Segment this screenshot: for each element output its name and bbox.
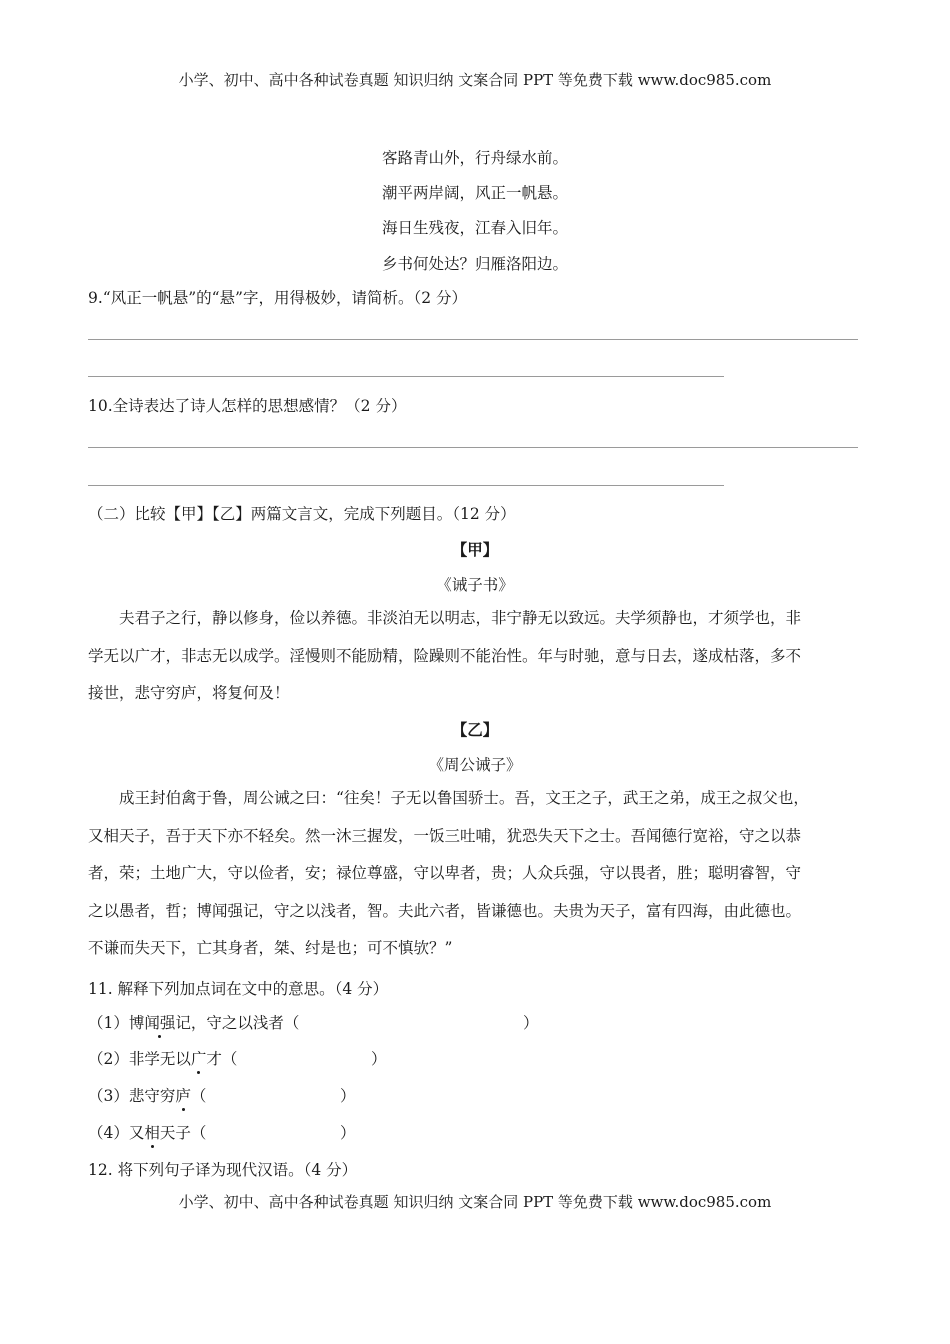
question-11: 11. 解释下列加点词在文中的意思。（4 分） xyxy=(88,980,389,998)
dotted-word: 博闻强记 xyxy=(129,1011,191,1033)
item-text: 悲守穷 xyxy=(128,1087,176,1105)
question-9: 9.“风正一帆悬”的“悬”字，用得极妙，请简析。（2 分） xyxy=(88,289,468,307)
page-header: 小学、初中、高中各种试卷真题 知识归纳 文案合同 PPT 等免费下载 www.doc985.com xyxy=(178,71,772,89)
passage-line: 学无以广才，非志无以成学。淫慢则不能励精，险躁则不能治性。年与时驰，意与日去，遂成枯落，多不 xyxy=(88,646,802,665)
poem-line: 客路青山外，行舟绿水前。 xyxy=(381,149,568,167)
item-text: （ xyxy=(190,1087,207,1105)
item-text: 天子（ xyxy=(159,1124,207,1142)
close-paren: ） xyxy=(340,1087,356,1105)
passage-jia xyxy=(88,600,866,713)
section-heading: （二）比较【甲】【乙】两篇文言文，完成下列题目。（12 分） xyxy=(88,505,516,523)
passage-yi xyxy=(88,780,866,968)
item-number: （3） xyxy=(88,1087,129,1105)
passage-title-jia: 《诫子书》 xyxy=(436,576,514,594)
answer-line xyxy=(88,339,858,340)
poem-line: 潮平两岸阔，风正一帆悬。 xyxy=(381,184,568,202)
answer-line xyxy=(88,485,724,486)
dotted-word: 广 xyxy=(191,1047,207,1069)
item-text: 非学无以 xyxy=(128,1050,191,1068)
passage-line: 夫君子之行，静以修身，俭以养德。非淡泊无以明志，非宁静无以致远。夫学须静也，才须学也，非 xyxy=(119,609,802,627)
q11-item-2 xyxy=(88,1047,237,1069)
passage-line: 不谦而失天下，亡其身者，桀、纣是也；可不慎欤？” xyxy=(88,939,453,957)
item-text: 才（ xyxy=(206,1050,238,1068)
passage-line: 者，荣；土地广大，守以俭者，安；禄位尊盛，守以卑者，贵；人众兵强，守以畏者，胜；聪明睿智，守 xyxy=(88,864,802,882)
item-number: （2） xyxy=(88,1050,129,1068)
dotted-word: 相 xyxy=(144,1121,160,1143)
passage-line: 又相天子，吾于天下亦不轻矣。然一沐三握发，一饭三吐哺，犹恐失天下之士。吾闻德行宽裕，守之以恭 xyxy=(88,826,802,845)
item-text: 又 xyxy=(128,1124,145,1142)
poem-line: 乡书何处达？归雁洛阳边。 xyxy=(381,255,568,273)
question-10: 10.全诗表达了诗人怎样的思想感情？（2 分） xyxy=(88,397,407,415)
close-paren: ） xyxy=(371,1050,387,1068)
close-paren: ） xyxy=(523,1014,539,1032)
answer-line xyxy=(88,376,724,377)
passage-line: 之以愚者，哲；博闻强记，守之以浅者，智。夫此六者，皆谦德也。夫贵为天子，富有四海，由此德也。 xyxy=(88,901,802,920)
q11-item-3 xyxy=(88,1084,206,1106)
item-text: ，守之以浅者（ xyxy=(190,1014,300,1032)
passage-label-jia: 【甲】 xyxy=(451,540,499,559)
passage-label-yi: 【乙】 xyxy=(451,720,499,739)
poem-line: 海日生残夜，江春入旧年。 xyxy=(381,219,568,237)
q11-item-4 xyxy=(88,1121,206,1143)
answer-line xyxy=(88,447,858,448)
page-footer: 小学、初中、高中各种试卷真题 知识归纳 文案合同 PPT 等免费下载 www.doc985.com xyxy=(178,1193,772,1211)
q11-item-1 xyxy=(88,1011,299,1033)
passage-line: 接世，悲守穷庐，将复何及！ xyxy=(88,684,290,702)
question-12: 12. 将下列句子译为现代汉语。（4 分） xyxy=(88,1161,358,1179)
close-paren: ） xyxy=(340,1124,356,1142)
passage-line: 成王封伯禽于鲁，周公诫之曰：“往矣！子无以鲁国骄士。吾，文王之子，武王之弟，成王之叔父也， xyxy=(119,789,809,807)
item-number: （4） xyxy=(88,1124,129,1142)
item-number: （1） xyxy=(88,1014,129,1032)
passage-title-yi: 《周公诫子》 xyxy=(428,756,522,774)
dotted-word: 庐 xyxy=(175,1084,191,1106)
